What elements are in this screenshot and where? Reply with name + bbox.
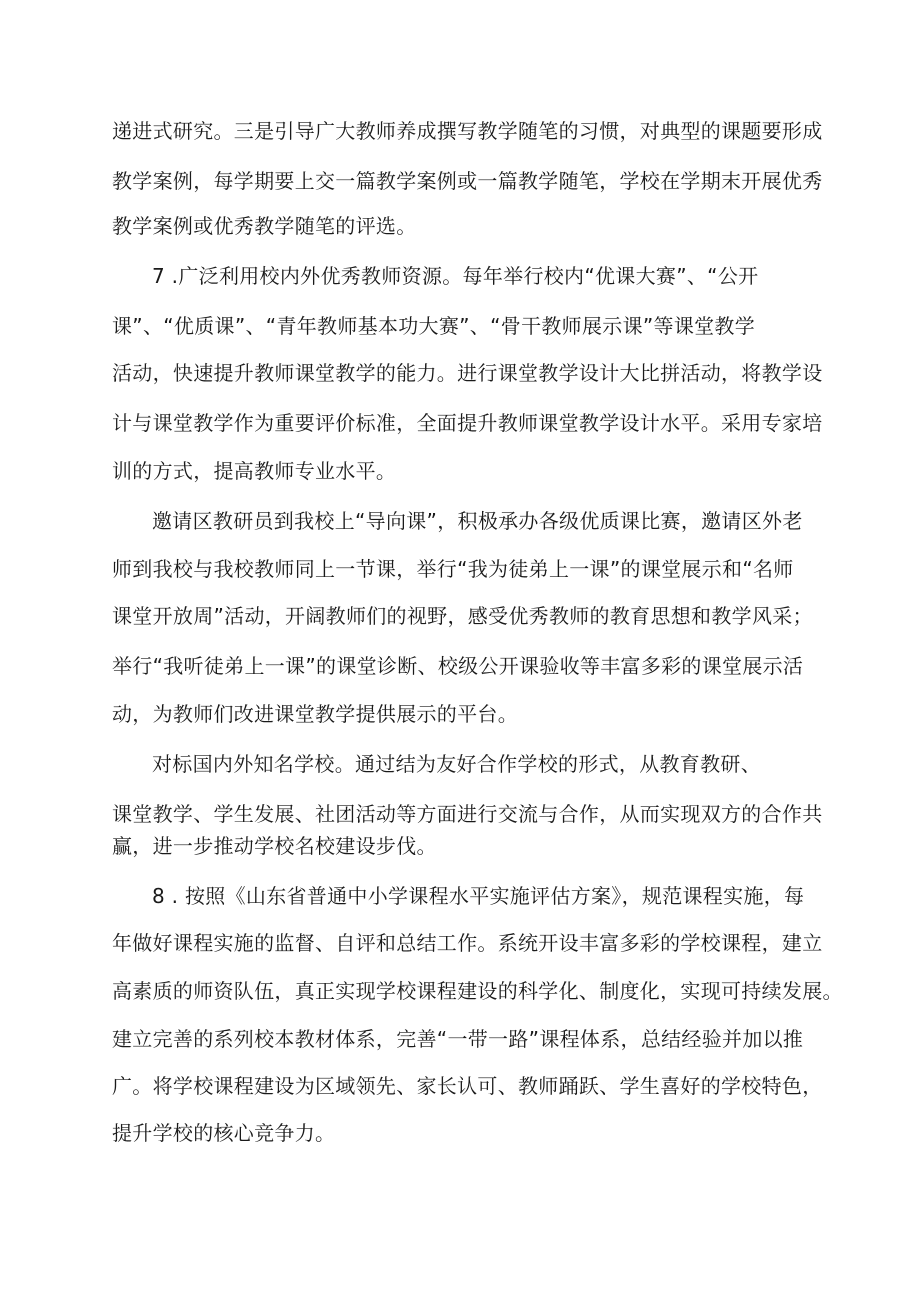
paragraph-line: 7 .广泛利用校内外优秀教师资源。每年举行校内“优课大赛”、“公开 [152, 264, 759, 288]
paragraph-line: 年做好课程实施的监督、自评和总结工作。系统开设丰富多彩的学校课程，建立 [112, 931, 823, 955]
paragraph-line: 建立完善的系列校本教材体系，完善“一带一路”课程体系，总结经验并加以推 [112, 1027, 804, 1051]
paragraph-line: 邀请区教研员到我校上“导向课”，积极承办各级优质课比赛，邀请区外老 [152, 509, 803, 533]
paragraph-line: 活动，快速提升教师课堂教学的能力。进行课堂教学设计大比拼活动，将教学设 [112, 361, 823, 385]
paragraph-line: 教学案例或优秀教学随笔的评选。 [112, 214, 417, 238]
paragraph-line: 课堂教学、学生发展、社团活动等方面进行交流与合作，从而实现双方的合作共 [112, 802, 823, 826]
paragraph-line: 高素质的师资队伍，真正实现学校课程建设的科学化、制度化，实现可持续发展。 [112, 979, 843, 1003]
paragraph-line: 举行“我听徒弟上一课”的课堂诊断、校级公开课验收等丰富多彩的课堂展示活 [112, 654, 804, 678]
paragraph-line: 计与课堂教学作为重要评价标准，全面提升教师课堂教学设计水平。采用专家培 [112, 411, 823, 435]
paragraph-line: 递进式研究。三是引导广大教师养成撰写教学随笔的习惯，对典型的课题要形成 [112, 119, 823, 143]
paragraph-line: 赢，进一步推动学校名校建设步伐。 [112, 834, 437, 858]
paragraph-line: 训的方式，提高教师专业水平。 [112, 459, 397, 483]
paragraph-line: 动，为教师们改进课堂教学提供展示的平台。 [112, 702, 518, 726]
paragraph-line: 课”、“优质课”、“青年教师基本功大赛”、“骨干教师展示课”等课堂教学 [112, 314, 756, 338]
paragraph-line: 教学案例，每学期要上交一篇教学案例或一篇教学随笔，学校在学期末开展优秀 [112, 169, 823, 193]
paragraph-line: 对标国内外知名学校。通过结为友好合作学校的形式，从教育教研、 [152, 752, 761, 776]
paragraph-line: 提升学校的核心竞争力。 [112, 1121, 336, 1145]
paragraph-line: 师到我校与我校教师同上一节课，举行“我为徒弟上一课”的课堂展示和“名师 [112, 557, 794, 581]
paragraph-line: 广。将学校课程建设为区域领先、家长认可、教师踊跃、学生喜好的学校特色， [112, 1074, 823, 1098]
paragraph-line: 课堂开放周”活动，开阔教师们的视野，感受优秀教师的教育思想和教学风采； [112, 604, 813, 628]
paragraph-line: 8 . 按照《山东省普通中小学课程水平实施评估方案》，规范课程实施，每 [152, 884, 805, 908]
